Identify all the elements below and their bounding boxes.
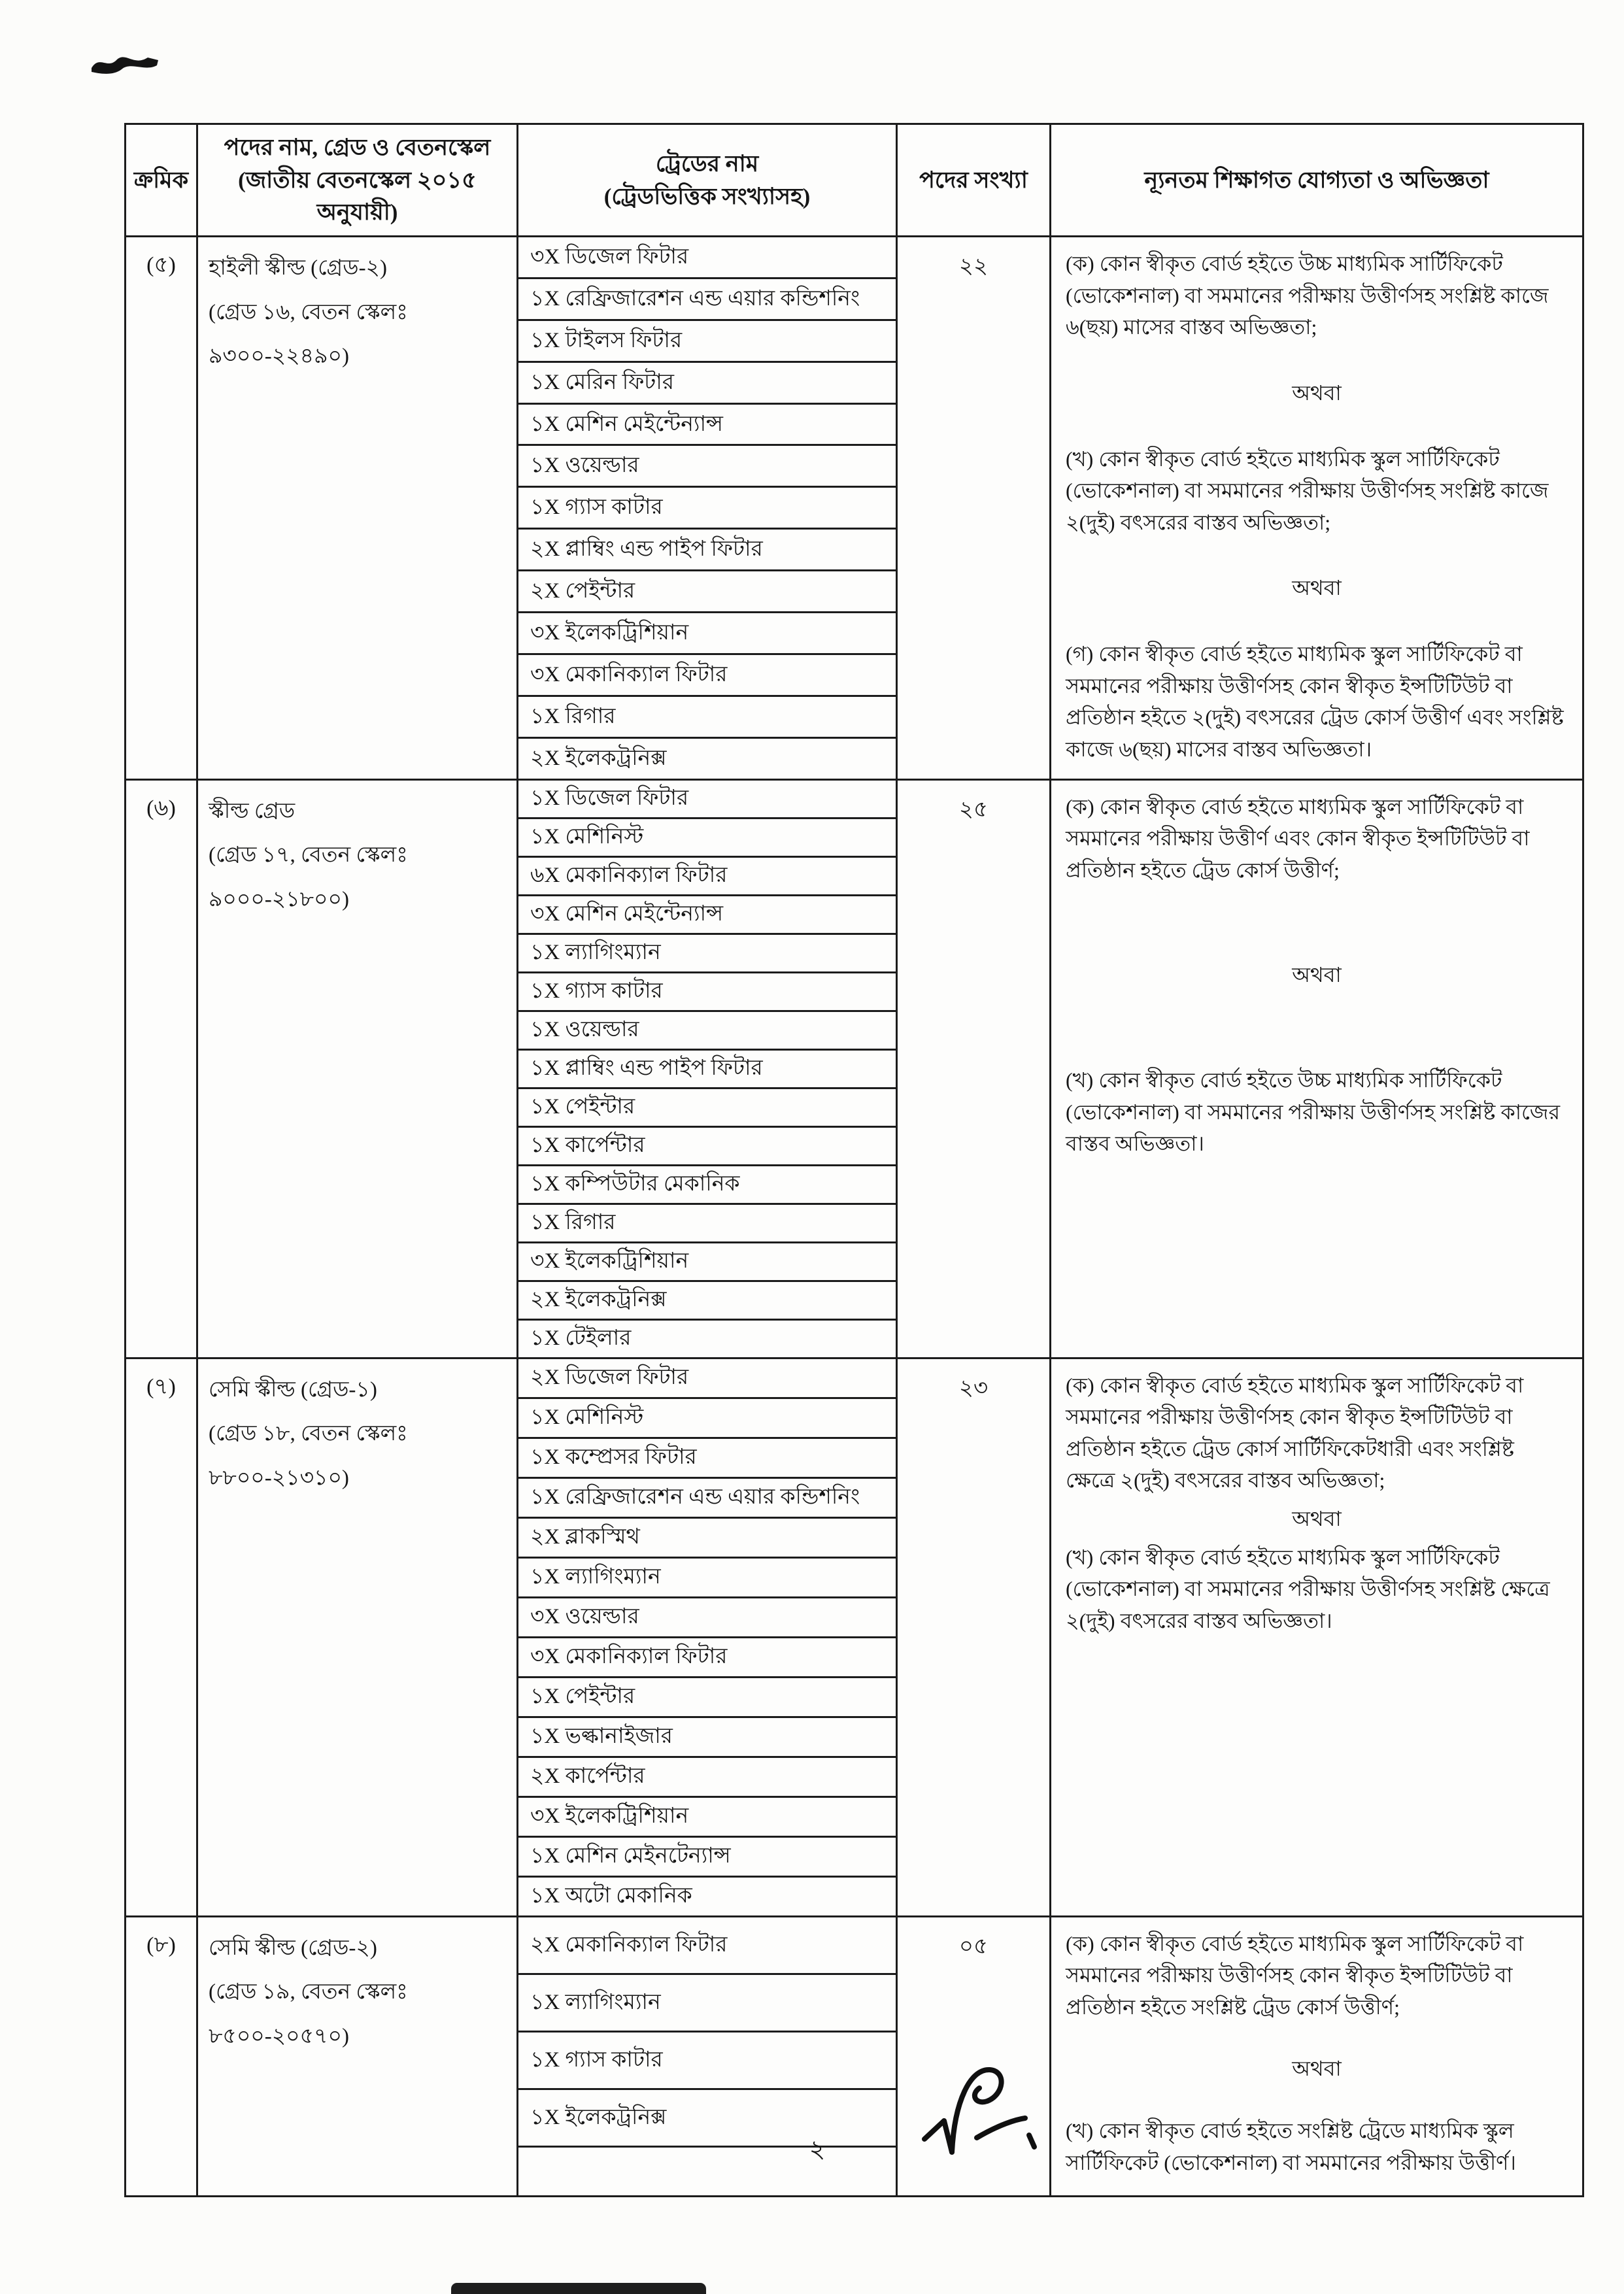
- column-header-serial: [126, 124, 197, 237]
- trade-cell: ২X ডিজেল ফিটার: [518, 1358, 897, 1398]
- trade-cell: ১X টাইলস ফিটার: [518, 320, 897, 362]
- header-line: পদের নাম, গ্রেড ও বেতনস্কেল: [224, 135, 491, 160]
- trade-cell: ১X ল্যাগিংম্যান: [518, 934, 897, 972]
- qualification-clause: (খ) কোন স্বীকৃত বোর্ড হইতে সংশ্লিষ্ট ট্রেডে মাধ্যমিক স্কুল সার্টিফিকেট (ভোকেশনাল) বা সমমানের পরীক্ষায় উত্তীর্ণ।: [1066, 2119, 1516, 2174]
- qualification-clause: (ক) কোন স্বীকৃত বোর্ড হইতে উচ্চ মাধ্যমিক সার্টিফিকেট (ভোকেশনাল) বা সমমানের পরীক্ষায় উত্তীর্ণসহ সংশ্লিষ্ট কাজে ৬(ছয়) মাসের বাস্তব অভিজ্ঞতা;: [1066, 252, 1549, 339]
- trade-cell: ১X মেশিনিস্ট: [518, 1398, 897, 1438]
- trade-cell: ১X মেশিন মেইন্টেন্যান্স: [518, 403, 897, 445]
- trade-cell: ১X মেশিনিস্ট: [518, 818, 897, 856]
- qualification-clause: (খ) কোন স্বীকৃত বোর্ড হইতে মাধ্যমিক স্কুল সার্টিফিকেট (ভোকেশনাল) বা সমমানের পরীক্ষায় উত্তীর্ণসহ সংশ্লিষ্ট কাজে ২(দুই) বৎসরের বাস্তব অভিজ্ঞতা;: [1066, 447, 1549, 534]
- trade-cell: ৩X মেকানিক্যাল ফিটার: [518, 654, 897, 696]
- table-row: [126, 1916, 1583, 1974]
- post-name-cell: [197, 779, 518, 1358]
- trade-cell: ২X প্লাম্বিং এন্ড পাইপ ফিটার: [518, 529, 897, 571]
- post-name-line: ৯৩০০-২২৪৯০): [209, 345, 349, 369]
- trade-cell: ১X ডিজেল ফিটার: [518, 779, 897, 818]
- qualification-cell: [1051, 1916, 1583, 2196]
- post-name-line: ৯০০০-২১৮০০): [209, 887, 349, 911]
- posts-count-cell: ২৫: [897, 779, 1051, 1358]
- trade-cell: ১X অটো মেকানিক: [518, 1876, 897, 1916]
- posts-count-cell: ০৫: [897, 1916, 1051, 2196]
- post-name-line: (গ্রেড ১৭, বেতন স্কেলঃ: [209, 843, 408, 868]
- posts-count-cell: ২২: [897, 237, 1051, 780]
- qualification-cell: [1051, 237, 1583, 780]
- trade-cell: ১X গ্যাস কাটার: [518, 972, 897, 1011]
- trade-cell: ২X ব্লাকস্মিথ: [518, 1517, 897, 1557]
- table-row: [126, 779, 1583, 818]
- trade-cell: ১X রেফ্রিজারেশন এন্ড এয়ার কন্ডিশনিং: [518, 278, 897, 320]
- trade-cell: ১X কম্প্রেসর ফিটার: [518, 1438, 897, 1477]
- trade-cell: ৩X ওয়েল্ডার: [518, 1597, 897, 1637]
- qualification-clause: (ক) কোন স্বীকৃত বোর্ড হইতে মাধ্যমিক স্কুল সার্টিফিকেট বা সমমানের পরীক্ষায় উত্তীর্ণ এবং কোন স্বীকৃত ইন্সটিটিউট বা প্রতিষ্ঠান হইতে ট্রেড কোর্স উত্তীর্ণ;: [1066, 794, 1530, 882]
- qualification-clause: (ক) কোন স্বীকৃত বোর্ড হইতে মাধ্যমিক স্কুল সার্টিফিকেট বা সমমানের পরীক্ষায় উত্তীর্ণসহ কোন স্বীকৃত ইন্সটিটিউট বা প্রতিষ্ঠান হইতে সংশ্লিষ্ট ট্রেড কোর্স উত্তীর্ণ;: [1066, 1931, 1524, 2019]
- trade-cell: ১X ওয়েল্ডার: [518, 1011, 897, 1049]
- trade-cell: ১X গ্যাস কাটার: [518, 2031, 897, 2089]
- post-name-line: (গ্রেড ১৯, বেতন স্কেলঃ: [209, 1980, 408, 2004]
- trade-cell: ৬X মেকানিক্যাল ফিটার: [518, 856, 897, 895]
- trade-cell: ৩X ডিজেল ফিটার: [518, 237, 897, 278]
- trade-cell: ৩X মেশিন মেইন্টেন্যান্স: [518, 895, 897, 934]
- qualification-clause: (খ) কোন স্বীকৃত বোর্ড হইতে উচ্চ মাধ্যমিক সার্টিফিকেট (ভোকেশনাল) বা সমমানের পরীক্ষায় উত্তীর্ণসহ সংশ্লিষ্ট কাজের বাস্তব অভিজ্ঞতা।: [1066, 1068, 1561, 1156]
- qualification-or-separator: অথবা: [1292, 1507, 1342, 1531]
- header-line: পদের সংখ্যা: [919, 167, 1028, 193]
- column-header-qualification: [1051, 124, 1583, 237]
- trade-cell: ২X ইলেকট্রনিক্স: [518, 737, 897, 779]
- table-row: [126, 237, 1583, 278]
- post-name-line: (গ্রেড ১৬, বেতন স্কেলঃ: [209, 300, 408, 324]
- column-header-trade-name: [518, 124, 897, 237]
- qualification-clause: (গ) কোন স্বীকৃত বোর্ড হইতে মাধ্যমিক স্কুল সার্টিফিকেট বা সমমানের পরীক্ষায় উত্তীর্ণসহ কোন স্বীকৃত ইন্সটিটিউট বা প্রতিষ্ঠান হইতে ২(দুই) বৎসরের ট্রেড কোর্স উত্তীর্ণ এবং সংশ্লিষ্ট কাজে ৬(ছয়) মাসের বাস্তব অভিজ্ঞতা।: [1066, 642, 1564, 761]
- trade-cell: ১X রিগার: [518, 696, 897, 737]
- header-line: (জাতীয় বেতনস্কেল ২০১৫ অনুযায়ী): [238, 167, 477, 226]
- trade-cell: ১X টেইলার: [518, 1319, 897, 1358]
- qualification-or-separator: অথবা: [1292, 2057, 1342, 2081]
- header-line: (ট্রেডভিত্তিক সংখ্যাসহ): [603, 183, 811, 209]
- post-name-line: হাইলী স্কীল্ড (গ্রেড-২): [209, 256, 388, 280]
- scan-smudge: [90, 50, 169, 78]
- trade-cell: ১X রেফ্রিজারেশন এন্ড এয়ার কন্ডিশনিং: [518, 1477, 897, 1517]
- trade-cell: ২X ইলেকট্রনিক্স: [518, 1281, 897, 1319]
- trade-cell: ১X রিগার: [518, 1204, 897, 1242]
- trade-cell: ১X ল্যাগিংম্যান: [518, 1974, 897, 2031]
- post-name-line: ৮৮০০-২১৩১০): [209, 1466, 349, 1490]
- trade-cell: ১X ইলেকট্রনিক্স: [518, 2089, 897, 2146]
- trade-cell: ২X মেকানিক্যাল ফিটার: [518, 1916, 897, 1974]
- post-name-line: সেমি স্কীল্ড (গ্রেড-২): [209, 1936, 377, 1960]
- table-header-row: [126, 124, 1583, 237]
- page-number: ২: [809, 2136, 826, 2163]
- post-name-cell: [197, 237, 518, 780]
- trade-cell: ১X কার্পেন্টার: [518, 1126, 897, 1165]
- serial-cell: (৮): [126, 1916, 197, 2196]
- posts-count-cell: ২৩: [897, 1358, 1051, 1916]
- header-line: ন্যূনতম শিক্ষাগত যোগ্যতা ও অভিজ্ঞতা: [1144, 167, 1489, 193]
- trade-cell: ১X মেরিন ফিটার: [518, 362, 897, 403]
- trade-cell: ১X গ্যাস কাটার: [518, 487, 897, 529]
- serial-cell: (৬): [126, 779, 197, 1358]
- trade-cell: ৩X ইলেকট্রিশিয়ান: [518, 612, 897, 654]
- scan-artifact: [451, 2283, 706, 2294]
- table-row: [126, 1358, 1583, 1398]
- column-header-post-name: [197, 124, 518, 237]
- post-name-cell: [197, 1916, 518, 2196]
- serial-cell: (৭): [126, 1358, 197, 1916]
- trade-cell: ১X ওয়েল্ডার: [518, 445, 897, 487]
- post-name-line: সেমি স্কীল্ড (গ্রেড-১): [209, 1377, 377, 1402]
- post-name-line: স্কীল্ড গ্রেড: [209, 799, 296, 823]
- qualification-or-separator: অথবা: [1292, 380, 1342, 405]
- table-body: [126, 237, 1583, 2197]
- trade-cell: ১X ল্যাগিংম্যান: [518, 1557, 897, 1597]
- header-line: ট্রেডের নাম: [655, 150, 759, 177]
- post-name-line: ৮৫০০-২০৫৭০): [209, 2024, 349, 2048]
- serial-cell: (৫): [126, 237, 197, 780]
- trade-cell: ১X পেইন্টার: [518, 1677, 897, 1717]
- signature-mark: [914, 2054, 1051, 2185]
- trade-cell: ৩X মেকানিক্যাল ফিটার: [518, 1637, 897, 1677]
- trade-cell: ১X প্লাম্বিং এন্ড পাইপ ফিটার: [518, 1049, 897, 1088]
- qualification-or-separator: অথবা: [1292, 576, 1342, 600]
- trade-cell: ১X পেইন্টার: [518, 1088, 897, 1126]
- qualification-clause: (খ) কোন স্বীকৃত বোর্ড হইতে মাধ্যমিক স্কুল সার্টিফিকেট (ভোকেশনাল) বা সমমানের পরীক্ষায় উত্তীর্ণসহ সংশ্লিষ্ট ক্ষেত্রে ২(দুই) বৎসরের বাস্তব অভিজ্ঞতা।: [1066, 1545, 1550, 1632]
- header-line: ক্রমিক: [133, 167, 189, 193]
- post-name-cell: [197, 1358, 518, 1916]
- trade-cell: ১X কম্পিউটার মেকানিক: [518, 1165, 897, 1204]
- trade-cell: ৩X ইলেকট্রিশিয়ান: [518, 1242, 897, 1281]
- trade-cell: ১X মেশিন মেইনটেন্যান্স: [518, 1836, 897, 1876]
- trade-cell: ১X ভল্কানাইজার: [518, 1717, 897, 1757]
- column-header-posts-count: [897, 124, 1051, 237]
- document-table: [124, 123, 1584, 2197]
- qualification-cell: [1051, 779, 1583, 1358]
- qualification-cell: [1051, 1358, 1583, 1916]
- trade-cell: ৩X ইলেকট্রিশিয়ান: [518, 1796, 897, 1836]
- post-name-line: (গ্রেড ১৮, বেতন স্কেলঃ: [209, 1422, 408, 1446]
- trade-cell: ২X কার্পেন্টার: [518, 1757, 897, 1796]
- qualification-clause: (ক) কোন স্বীকৃত বোর্ড হইতে মাধ্যমিক স্কুল সার্টিফিকেট বা সমমানের পরীক্ষায় উত্তীর্ণসহ কোন স্বীকৃত ইন্সটিটিউট বা প্রতিষ্ঠান হইতে ট্রেড কোর্স সার্টিফিকেটধারী এবং সংশ্লিষ্ট ক্ষেত্রে ২(দুই) বৎসরের বাস্তব অভিজ্ঞতা;: [1066, 1373, 1524, 1493]
- trade-cell: ২X পেইন্টার: [518, 571, 897, 613]
- qualification-or-separator: অথবা: [1292, 963, 1342, 987]
